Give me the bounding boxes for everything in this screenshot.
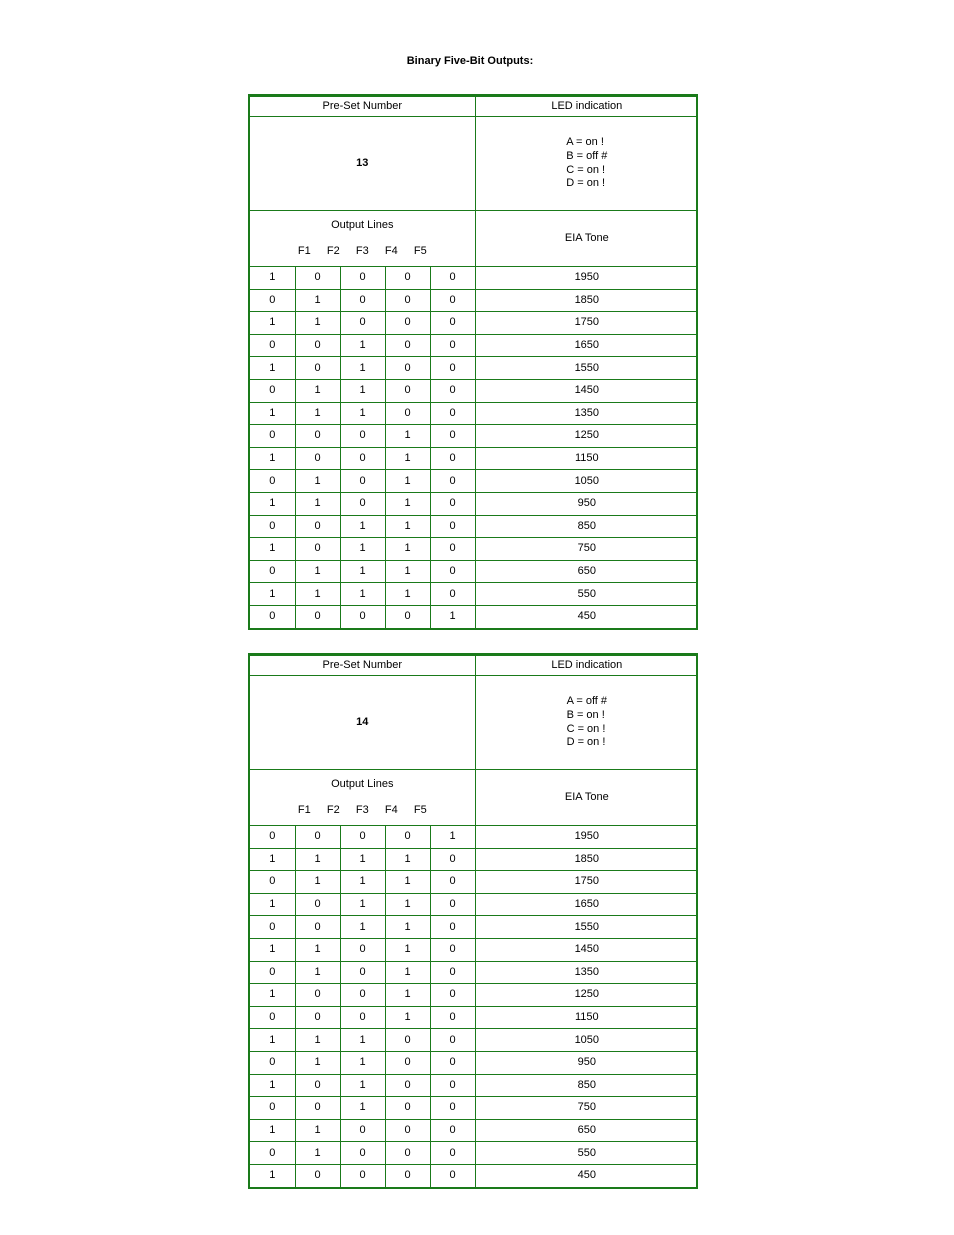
bit-cell: 1 (340, 583, 385, 606)
bit-cell: 0 (295, 357, 340, 380)
tone-cell: 950 (475, 492, 698, 515)
header-row (250, 656, 698, 676)
bit-cell: 1 (250, 1074, 295, 1097)
preset-number-cell (250, 117, 475, 211)
bit-cell: 1 (385, 492, 430, 515)
bit-cell: 1 (295, 289, 340, 312)
bit-cell: 0 (340, 289, 385, 312)
bit-cell: 0 (430, 334, 475, 357)
bit-cell: 1 (430, 826, 475, 849)
tone-cell: 1750 (475, 312, 698, 335)
bit-cell: 1 (385, 961, 430, 984)
bit-cell: 0 (430, 289, 475, 312)
bit-cell: 0 (250, 334, 295, 357)
preset-header: Pre-Set Number (250, 656, 475, 676)
table-row (250, 289, 698, 312)
bit-cell: 0 (430, 492, 475, 515)
bit-cell: 1 (385, 938, 430, 961)
tone-cell: 1450 (475, 938, 698, 961)
bit-cell: 1 (340, 893, 385, 916)
bit-cell: 0 (385, 1142, 430, 1165)
tone-cell: 1350 (475, 402, 698, 425)
bit-cell: 1 (295, 848, 340, 871)
bit-cell: 0 (430, 848, 475, 871)
bit-cell: 0 (340, 961, 385, 984)
bit-cell: 0 (250, 560, 295, 583)
table-row (250, 515, 698, 538)
led-line: C = on ! (566, 163, 606, 176)
bit-cell: 0 (340, 425, 385, 448)
tone-cell: 1150 (475, 447, 698, 470)
bit-cell: 0 (430, 560, 475, 583)
bit-cell: 1 (295, 402, 340, 425)
f-label: F5 (413, 245, 427, 257)
f-label: F5 (413, 804, 427, 816)
bit-cell: 0 (430, 470, 475, 493)
bit-cell: 1 (340, 357, 385, 380)
bit-cell: 1 (385, 583, 430, 606)
bit-cell: 0 (295, 1164, 340, 1186)
bit-cell: 0 (295, 334, 340, 357)
header-row (250, 97, 698, 117)
bit-cell: 1 (340, 334, 385, 357)
tone-cell: 1150 (475, 1006, 698, 1029)
led-indication-cell (475, 676, 698, 770)
tone-cell: 550 (475, 583, 698, 606)
bit-cell: 0 (250, 379, 295, 402)
bit-cell: 0 (340, 1119, 385, 1142)
led-line: C = on ! (566, 722, 606, 735)
tone-cell: 1350 (475, 961, 698, 984)
bit-cell: 1 (340, 402, 385, 425)
tone-cell: 850 (475, 515, 698, 538)
bit-cell: 1 (385, 984, 430, 1007)
bit-cell: 0 (385, 1097, 430, 1120)
bit-cell: 1 (250, 538, 295, 561)
bit-cell: 0 (295, 984, 340, 1007)
bit-cell: 0 (250, 470, 295, 493)
bit-cell: 0 (295, 447, 340, 470)
bit-grid (250, 655, 698, 1187)
tone-cell: 450 (475, 1164, 698, 1186)
bit-cell: 0 (430, 916, 475, 939)
bit-cell: 0 (430, 1142, 475, 1165)
bit-cell: 1 (295, 1119, 340, 1142)
tone-cell: 750 (475, 538, 698, 561)
bit-cell: 0 (250, 916, 295, 939)
table-row (250, 538, 698, 561)
tone-cell: 1750 (475, 871, 698, 894)
bit-cell: 0 (385, 1029, 430, 1052)
bit-cell: 0 (430, 267, 475, 290)
output-lines-row (250, 211, 698, 267)
bit-cell: 0 (430, 871, 475, 894)
table-row (250, 492, 698, 515)
bit-cell: 0 (385, 1051, 430, 1074)
table-row (250, 379, 698, 402)
f-label: F2 (326, 804, 340, 816)
bit-cell: 0 (250, 1006, 295, 1029)
bit-cell: 0 (385, 312, 430, 335)
bit-cell: 1 (340, 848, 385, 871)
bit-cell: 0 (340, 984, 385, 1007)
tone-cell: 1650 (475, 334, 698, 357)
bit-cell: 1 (295, 961, 340, 984)
bit-cell: 0 (385, 402, 430, 425)
tone-cell: 1450 (475, 379, 698, 402)
eia-tone-header: EIA Tone (475, 770, 698, 826)
table-row (250, 826, 698, 849)
f-label: F3 (355, 804, 369, 816)
table-row (250, 357, 698, 380)
bit-cell: 0 (430, 425, 475, 448)
bit-cell: 0 (295, 1097, 340, 1120)
bit-cell: 0 (430, 938, 475, 961)
bit-cell: 0 (295, 1074, 340, 1097)
bit-cell: 1 (250, 267, 295, 290)
bit-cell: 0 (430, 357, 475, 380)
table-row (250, 848, 698, 871)
bit-cell: 0 (340, 447, 385, 470)
led-line: D = on ! (566, 736, 606, 749)
bit-cell: 1 (250, 848, 295, 871)
preset-table-13 (248, 94, 698, 630)
eia-tone-header: EIA Tone (475, 211, 698, 267)
table-row (250, 605, 698, 627)
bit-cell: 1 (250, 1029, 295, 1052)
bit-cell: 0 (430, 1119, 475, 1142)
bit-cell: 0 (385, 826, 430, 849)
bit-cell: 0 (250, 425, 295, 448)
f-label: F1 (297, 804, 311, 816)
bit-cell: 0 (340, 312, 385, 335)
table-row (250, 470, 698, 493)
bit-cell: 0 (250, 1051, 295, 1074)
led-header: LED indication (475, 97, 698, 117)
f-labels (250, 804, 475, 817)
bit-cell: 0 (250, 605, 295, 627)
preset-number: 14 (356, 716, 369, 728)
bit-cell: 0 (250, 961, 295, 984)
bit-cell: 0 (250, 515, 295, 538)
preset-row (250, 117, 698, 211)
bit-cell: 0 (295, 1006, 340, 1029)
output-lines-label: Output Lines (331, 778, 394, 790)
table-row (250, 1029, 698, 1052)
bit-cell: 1 (295, 871, 340, 894)
bit-cell: 0 (430, 1097, 475, 1120)
bit-cell: 1 (340, 871, 385, 894)
preset-number: 13 (356, 157, 369, 169)
bit-cell: 0 (430, 893, 475, 916)
bit-cell: 1 (340, 1051, 385, 1074)
bit-cell: 1 (340, 560, 385, 583)
bit-cell: 1 (340, 538, 385, 561)
bit-cell: 1 (340, 1074, 385, 1097)
bit-cell: 0 (250, 289, 295, 312)
f-label: F4 (384, 804, 398, 816)
preset-header: Pre-Set Number (250, 97, 475, 117)
f-label: F3 (355, 245, 369, 257)
bit-cell: 1 (250, 583, 295, 606)
tone-cell: 750 (475, 1097, 698, 1120)
led-indication-list (566, 136, 607, 191)
table-row (250, 1074, 698, 1097)
led-header: LED indication (475, 656, 698, 676)
tone-cell: 850 (475, 1074, 698, 1097)
bit-cell: 1 (385, 916, 430, 939)
bit-cell: 0 (385, 334, 430, 357)
table-row (250, 425, 698, 448)
tone-cell: 1050 (475, 470, 698, 493)
bit-cell: 1 (430, 605, 475, 627)
bit-cell: 1 (250, 357, 295, 380)
tone-cell: 650 (475, 560, 698, 583)
table-row (250, 267, 698, 290)
preset-row (250, 676, 698, 770)
bit-cell: 1 (295, 492, 340, 515)
table-row (250, 1142, 698, 1165)
bit-cell: 0 (340, 1142, 385, 1165)
bit-cell: 0 (340, 605, 385, 627)
bit-cell: 1 (250, 402, 295, 425)
bit-cell: 1 (340, 916, 385, 939)
bit-cell: 0 (385, 605, 430, 627)
table-row (250, 312, 698, 335)
table-row (250, 893, 698, 916)
bit-cell: 0 (430, 1074, 475, 1097)
bit-cell: 0 (385, 267, 430, 290)
bit-cell: 0 (385, 1074, 430, 1097)
led-line: D = on ! (566, 177, 606, 190)
bit-cell: 0 (430, 1006, 475, 1029)
bit-cell: 1 (340, 1029, 385, 1052)
led-line: A = off # (566, 695, 608, 708)
bit-cell: 1 (340, 515, 385, 538)
bit-cell: 0 (430, 312, 475, 335)
tone-cell: 1250 (475, 425, 698, 448)
table-row (250, 938, 698, 961)
page-title: Binary Five-Bit Outputs: (406, 55, 534, 67)
bit-cell: 0 (340, 1006, 385, 1029)
bit-cell: 0 (430, 961, 475, 984)
bit-cell: 0 (385, 379, 430, 402)
bit-cell: 0 (295, 515, 340, 538)
bit-cell: 0 (250, 1097, 295, 1120)
tone-cell: 1650 (475, 893, 698, 916)
table-row (250, 1051, 698, 1074)
bit-cell: 0 (340, 267, 385, 290)
bit-cell: 0 (430, 515, 475, 538)
bit-cell: 0 (430, 447, 475, 470)
bit-cell: 0 (295, 893, 340, 916)
tone-cell: 950 (475, 1051, 698, 1074)
table-row (250, 402, 698, 425)
bit-cell: 0 (385, 1119, 430, 1142)
bit-cell: 1 (340, 1097, 385, 1120)
bit-cell: 1 (295, 379, 340, 402)
bit-cell: 1 (385, 447, 430, 470)
bit-cell: 0 (250, 871, 295, 894)
table-row (250, 871, 698, 894)
tone-cell: 1950 (475, 267, 698, 290)
bit-cell: 1 (385, 1006, 430, 1029)
table-row (250, 1006, 698, 1029)
led-line: B = on ! (566, 708, 605, 721)
bit-cell: 1 (385, 470, 430, 493)
bit-cell: 1 (385, 848, 430, 871)
led-line: B = off # (566, 149, 608, 162)
bit-cell: 0 (430, 402, 475, 425)
output-lines-label: Output Lines (331, 219, 394, 231)
led-indication-cell (475, 117, 698, 211)
bit-cell: 0 (295, 267, 340, 290)
tone-cell: 1550 (475, 916, 698, 939)
bit-cell: 0 (430, 583, 475, 606)
bit-cell: 0 (295, 538, 340, 561)
tone-cell: 550 (475, 1142, 698, 1165)
bit-cell: 0 (385, 289, 430, 312)
bit-cell: 1 (385, 893, 430, 916)
bit-cell: 1 (385, 515, 430, 538)
bit-grid (250, 96, 698, 628)
bit-cell: 1 (340, 379, 385, 402)
f-label: F4 (384, 245, 398, 257)
preset-number-cell (250, 676, 475, 770)
bit-cell: 0 (340, 1164, 385, 1186)
tone-cell: 1050 (475, 1029, 698, 1052)
output-lines-row (250, 770, 698, 826)
table-row (250, 334, 698, 357)
bit-cell: 0 (340, 492, 385, 515)
bit-cell: 1 (385, 560, 430, 583)
led-indication-list (567, 695, 607, 750)
tone-cell: 1850 (475, 848, 698, 871)
bit-cell: 1 (295, 1142, 340, 1165)
bit-cell: 1 (250, 938, 295, 961)
f-label: F2 (326, 245, 340, 257)
table-row (250, 1097, 698, 1120)
bit-cell: 0 (385, 357, 430, 380)
bit-cell: 0 (295, 605, 340, 627)
tone-cell: 1950 (475, 826, 698, 849)
output-lines-cell (250, 211, 475, 267)
bit-cell: 1 (250, 984, 295, 1007)
tone-cell: 1550 (475, 357, 698, 380)
bit-cell: 1 (250, 1164, 295, 1186)
table-row (250, 961, 698, 984)
tone-cell: 1250 (475, 984, 698, 1007)
bit-cell: 1 (295, 583, 340, 606)
bit-cell: 0 (295, 425, 340, 448)
table-row (250, 1119, 698, 1142)
f-label: F1 (297, 245, 311, 257)
bit-cell: 0 (340, 470, 385, 493)
table-row (250, 916, 698, 939)
bit-cell: 1 (250, 893, 295, 916)
bit-cell: 0 (430, 1029, 475, 1052)
bit-cell: 1 (295, 470, 340, 493)
preset-table-14 (248, 653, 698, 1189)
table-row (250, 560, 698, 583)
bit-cell: 1 (295, 938, 340, 961)
bit-cell: 0 (430, 538, 475, 561)
table-row (250, 447, 698, 470)
bit-cell: 0 (430, 1164, 475, 1186)
bit-cell: 0 (295, 826, 340, 849)
tone-cell: 650 (475, 1119, 698, 1142)
bit-cell: 1 (250, 492, 295, 515)
bit-cell: 0 (250, 1142, 295, 1165)
bit-cell: 1 (385, 425, 430, 448)
bit-cell: 0 (430, 1051, 475, 1074)
tone-cell: 1850 (475, 289, 698, 312)
bit-cell: 1 (295, 560, 340, 583)
bit-cell: 1 (385, 538, 430, 561)
bit-cell: 0 (430, 984, 475, 1007)
bit-cell: 1 (295, 1029, 340, 1052)
bit-cell: 0 (385, 1164, 430, 1186)
tone-cell: 450 (475, 605, 698, 627)
output-lines-cell (250, 770, 475, 826)
bit-cell: 0 (430, 379, 475, 402)
bit-cell: 0 (295, 916, 340, 939)
bit-cell: 1 (250, 447, 295, 470)
bit-cell: 1 (295, 1051, 340, 1074)
table-row (250, 583, 698, 606)
bit-cell: 0 (340, 938, 385, 961)
f-labels (250, 245, 475, 258)
bit-cell: 1 (295, 312, 340, 335)
led-line: A = on ! (566, 136, 604, 149)
bit-cell: 1 (250, 1119, 295, 1142)
bit-cell: 1 (385, 871, 430, 894)
bit-cell: 0 (250, 826, 295, 849)
table-row (250, 1164, 698, 1186)
bit-cell: 1 (250, 312, 295, 335)
bit-cell: 0 (340, 826, 385, 849)
table-row (250, 984, 698, 1007)
